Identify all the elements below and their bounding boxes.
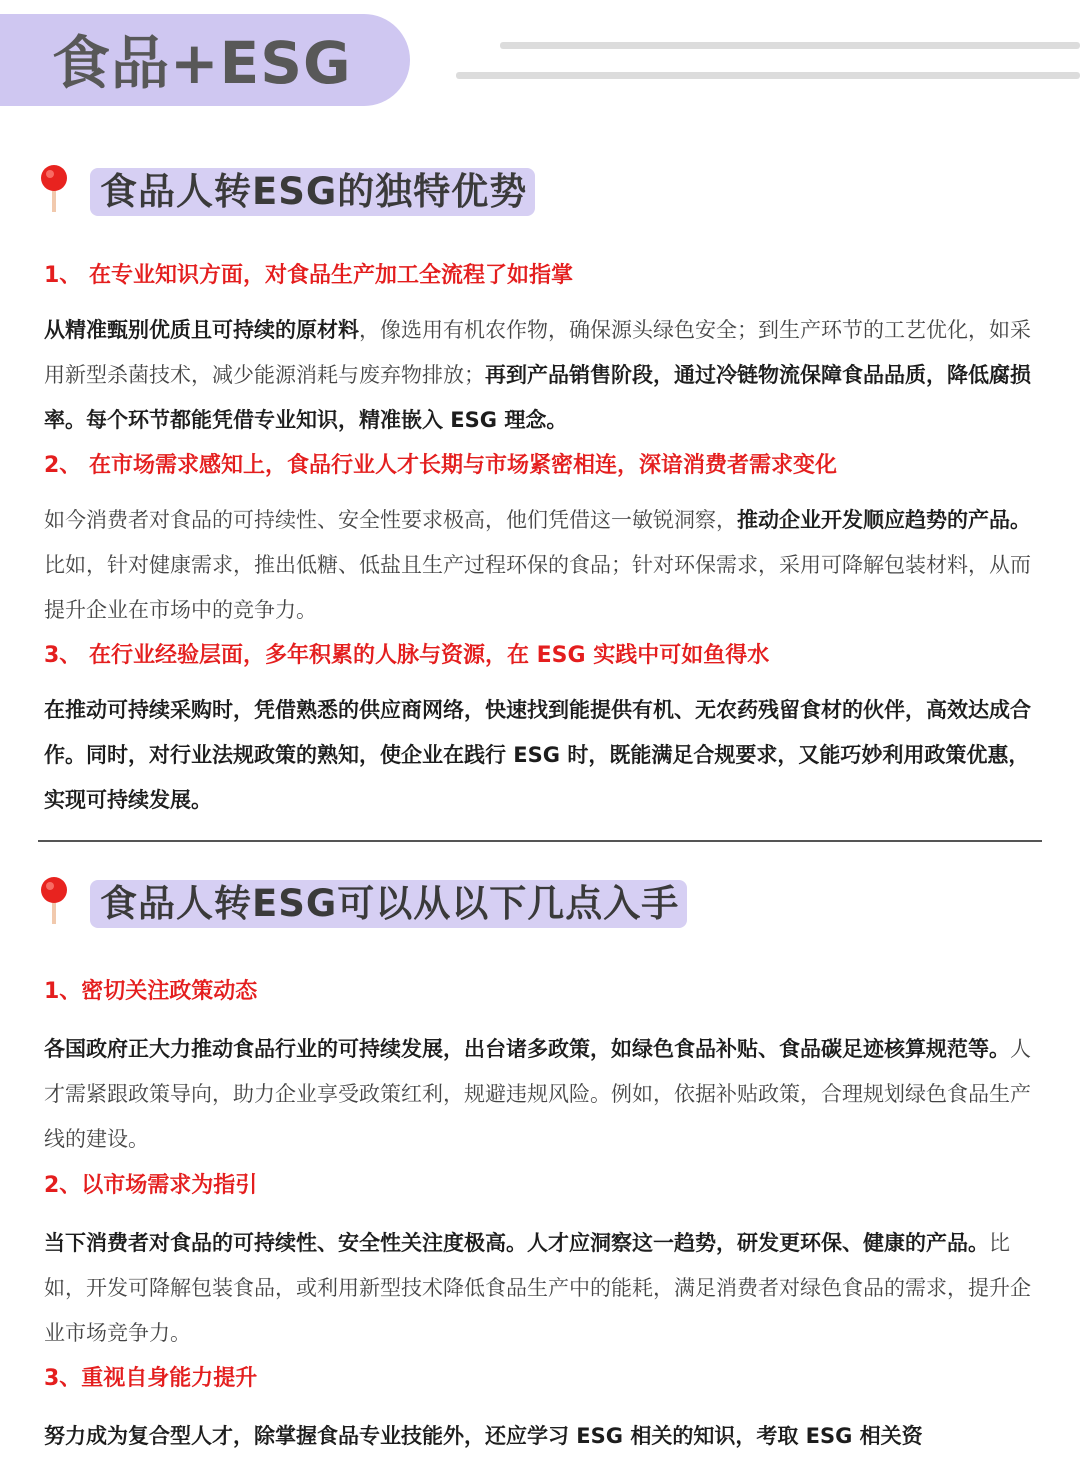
decorative-line bbox=[456, 72, 1080, 79]
item-heading: 2、 在市场需求感知上，食品行业人才长期与市场紧密相连，深谙消费者需求变化 bbox=[44, 453, 837, 478]
item-heading: 3、 在行业经验层面，多年积累的人脉与资源，在 ESG 实践中可如鱼得水 bbox=[44, 643, 770, 668]
item-paragraph bbox=[44, 308, 1040, 443]
body-text: 如今消费者对食品的可持续性、安全性要求极高，他们凭借这一敏锐洞察， bbox=[44, 508, 737, 532]
item-heading: 1、 在专业知识方面，对食品生产加工全流程了如指掌 bbox=[44, 263, 573, 288]
item-paragraph bbox=[44, 688, 1040, 823]
section-title: 食品人转ESG可以从以下几点入手 bbox=[90, 880, 687, 928]
decorative-line bbox=[500, 42, 1080, 49]
advantage-item-1 bbox=[44, 261, 1040, 443]
pushpin-icon bbox=[36, 162, 72, 212]
advantage-item-3 bbox=[44, 641, 1040, 823]
body-text: 人才需紧跟政策导向，助力企业享受政策红利，规避违规风险。例如，依据补贴政策，合理规划绿色食品生产线的建设。 bbox=[44, 1037, 1031, 1151]
bold-text: 推动企业开发顺应趋势的产品。 bbox=[737, 508, 1031, 532]
entry-item-1 bbox=[44, 977, 1040, 1162]
entry-item-3 bbox=[44, 1364, 1040, 1459]
bold-text: 再到产品销售阶段，通过冷链物流保障食品品质，降低腐损率。每个环节都能凭借专业知识，精准嵌入 ESG 理念。 bbox=[44, 363, 1031, 432]
entry-item-2 bbox=[44, 1171, 1040, 1356]
body-text: 比如，针对健康需求，推出低糖、低盐且生产过程环保的食品；针对环保需求，采用可降解包装材料，从而提升企业在市场中的竞争力。 bbox=[44, 553, 1031, 622]
pushpin-icon bbox=[36, 874, 72, 924]
item-heading: 1、密切关注政策动态 bbox=[44, 979, 258, 1004]
item-paragraph bbox=[44, 1414, 1040, 1459]
bold-text: 各国政府正大力推动食品行业的可持续发展，出台诸多政策，如绿色食品补贴、食品碳足迹核算规范等。 bbox=[44, 1037, 1010, 1061]
bold-text: 从精准甄别优质且可持续的原材料 bbox=[44, 318, 359, 342]
bold-text: 努力成为复合型人才，除掌握食品专业技能外，还应学习 ESG 相关的知识，考取 ESG 相关资 bbox=[44, 1424, 923, 1448]
bold-text: 在推动可持续采购时，凭借熟悉的供应商网络，快速找到能提供有机、无农药残留食材的伙伴，高效达成合作。同时，对行业法规政策的熟知，使企业在践行 ESG 时，既能满足合规要求，又能巧妙利用政策优惠，实现可持续发展。 bbox=[44, 698, 1031, 812]
item-paragraph bbox=[44, 1221, 1040, 1356]
item-heading: 3、重视自身能力提升 bbox=[44, 1366, 258, 1391]
section-divider bbox=[38, 840, 1042, 842]
body-text: 比如，开发可降解包装食品，或利用新型技术降低食品生产中的能耗，满足消费者对绿色食品的需求，提升企业市场竞争力。 bbox=[44, 1231, 1031, 1345]
advantage-item-2 bbox=[44, 451, 1040, 633]
bold-text: 当下消费者对食品的可持续性、安全性关注度极高。人才应洞察这一趋势，研发更环保、健康的产品。 bbox=[44, 1231, 989, 1255]
section-title: 食品人转ESG的独特优势 bbox=[90, 168, 535, 216]
page-title: 食品+ESG bbox=[52, 29, 352, 97]
item-paragraph bbox=[44, 1027, 1040, 1162]
body-text: ，像选用有机农作物，确保源头绿色安全；到生产环节的工艺优化，如采用新型杀菌技术，减少能源消耗与废弃物排放； bbox=[44, 318, 1031, 387]
item-paragraph bbox=[44, 498, 1040, 633]
item-heading: 2、以市场需求为指引 bbox=[44, 1173, 258, 1198]
